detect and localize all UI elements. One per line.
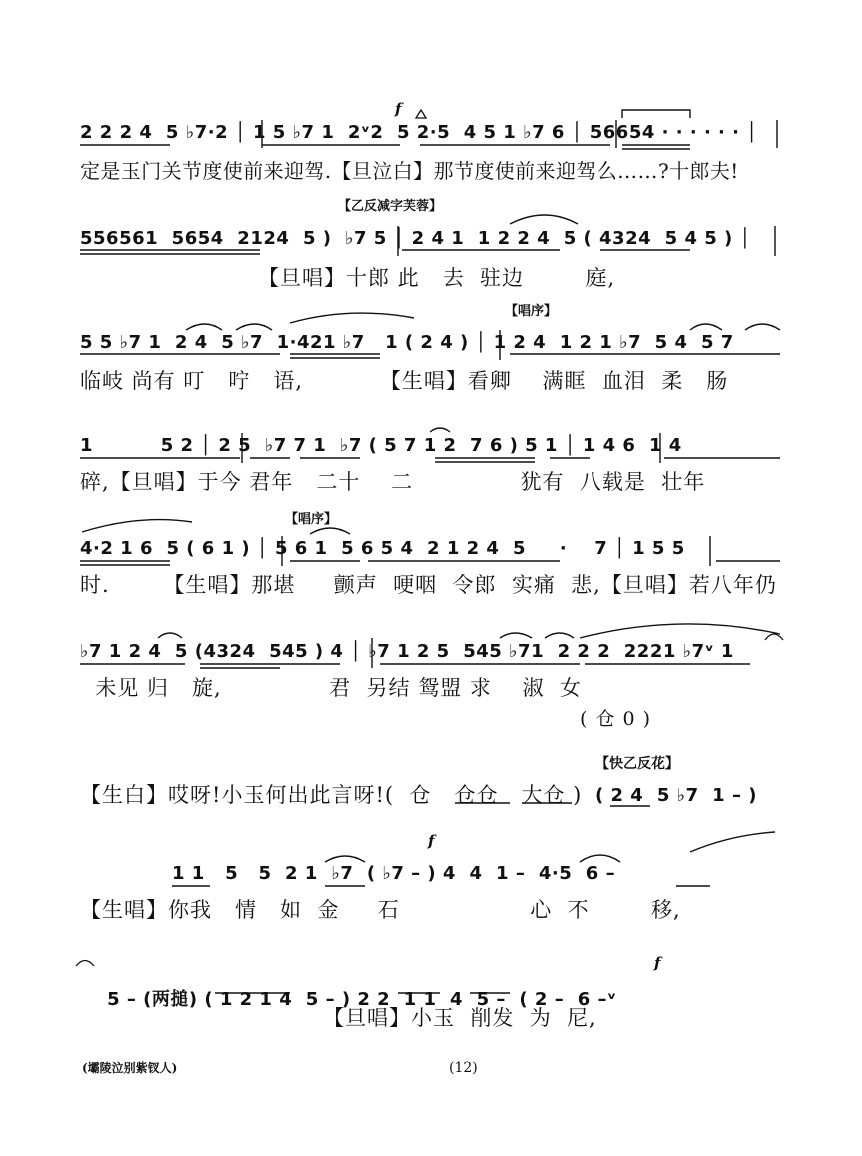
row-2-section-label: 【乙反减字芙蓉】 <box>338 199 443 214</box>
row-1-lyrics: 定是玉门关节度使前来迎驾.【旦泣白】那节度使前来迎驾么……?十郎夫! <box>80 159 739 183</box>
row-7-lyrics: 【生白】哎呀!小玉何出此言呀!( 仓 仓仓 大仓 ) <box>80 783 583 807</box>
row-9-lyrics: 【旦唱】小玉 削发 为 尼, <box>323 1006 597 1030</box>
row-8-lyrics: 【生唱】你我 情 如 金 石 心 不 移, <box>80 898 681 922</box>
row-9-notes-text: 5 – (两搥) ( 1 2 1 4 5 – ) 2 2 1 1 4 5 – ( 2 – 6 –ᵛ <box>107 989 617 1010</box>
row-8-notes: 1 1 5 5 2 1 ♭7 ( ♭7 – ) 4 4 1 – 4·5 6 – <box>172 863 616 884</box>
row-5-section-label: 【唱序】 <box>285 512 338 527</box>
row-7-section-label: 【快乙反花】 <box>595 756 679 772</box>
svg-text:f: f <box>428 832 435 850</box>
page-number: (12) <box>449 1060 478 1076</box>
row-4-notes: 1 5 2 │ 2 5 ♭7 7 1 ♭7 ( 5 7 1 2 7 6 ) 5 1 │ 1 4 6 1 4 <box>80 435 682 456</box>
svg-text:f: f <box>654 954 661 972</box>
row-7-notes: ( 2 4 5 ♭7 1 – ) <box>595 785 757 806</box>
footer-title: (壩陵泣别紫钗人) <box>82 1061 178 1075</box>
row-2-notes: 556561 5654 2124 5 ) ♭7 5 │ 2 4 1 1 2 2 4 5 ( 4324 5 4 5 ) │ <box>80 228 751 249</box>
row-5-notes: 4·2 1 6 5 ( 6 1 ) │ 5 6 1 5 6 5 4 2 1 2 4 5 · 7 │ 1 5 5 <box>80 538 685 559</box>
row-4-lyrics: 碎,【旦唱】于今 君年 二十 二 犹有 八载是 壮年 <box>80 470 706 494</box>
row-2-lyrics: 【旦唱】十郎 此 去 驻边 庭, <box>258 266 616 290</box>
row-5-lyrics: 时. 【生唱】那堪 颤声 哽咽 令郎 实痛 悲,【旦唱】若八年仍 <box>80 573 777 597</box>
row-3-notes: 5 5 ♭7 1 2 4 5 ♭7 1·421 ♭7 1 ( 2 4 ) │ 1 2 4 1 2 1 ♭7 5 4 5 7 <box>80 332 734 353</box>
svg-text:f: f <box>395 100 402 118</box>
row-1-notes: 2 2 2 4 5 ♭7·2 │ 1 5 ♭7 1 2ᵛ2 5 2·5 4 5 1 ♭7 6 │ 56654 · · · · · · │ <box>80 122 758 143</box>
row-6-lyrics: 未见 归 旋, 君 另结 鸳盟 求 淑 女 <box>80 676 582 700</box>
row-6-notes: ♭7 1 2 4 5 (4324 545 ) 4 │ ♭7 1 2 5 545 ♭71 2 2 2 2221 ♭7ᵛ 1 <box>80 641 734 662</box>
row-3-lyrics: 临岐 尚有 叮 咛 语, 【生唱】看卿 满眶 血泪 柔 肠 <box>80 369 729 393</box>
row-3-section-label: 【唱序】 <box>505 304 558 319</box>
row-6-percussion: ( 仓 0 ) <box>580 708 652 730</box>
